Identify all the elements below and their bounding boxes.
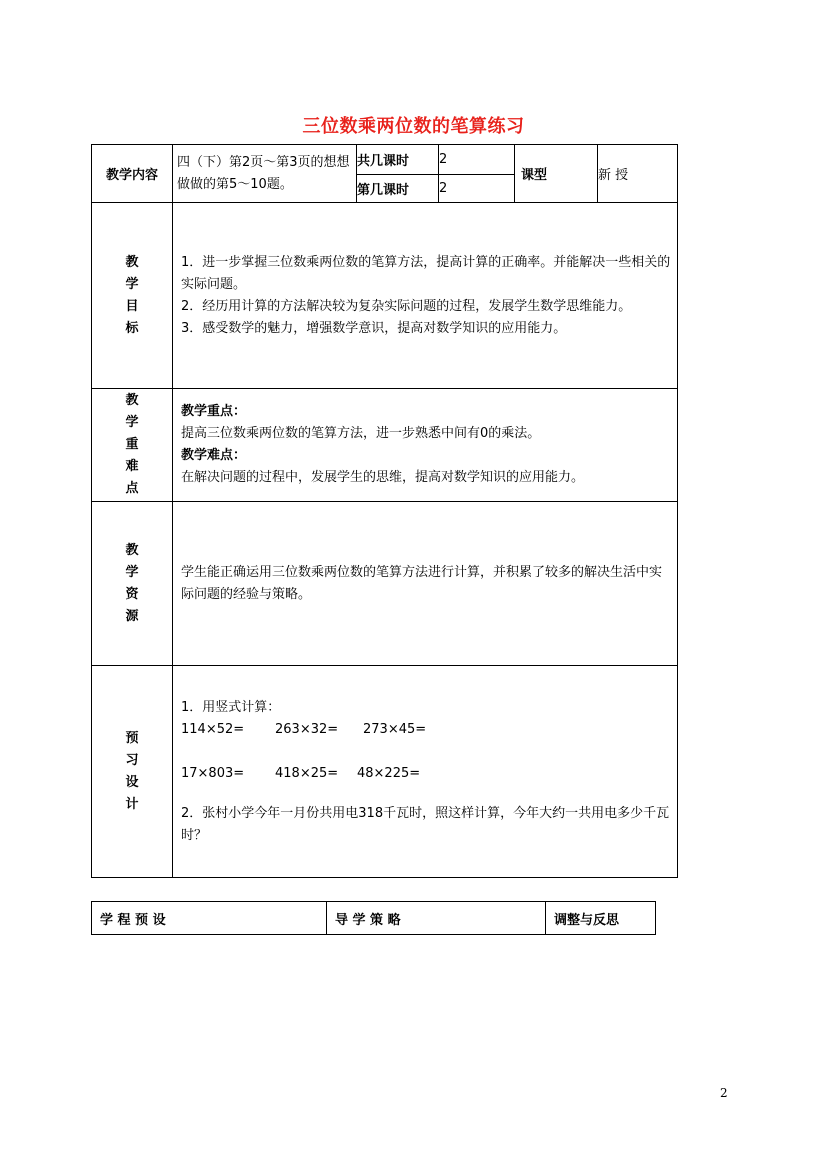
goal-item-2: 2．经历用计算的方法解决较为复杂实际问题的过程，发展学生数学思维能力。	[181, 298, 632, 314]
page-number: 2	[720, 1086, 728, 1100]
process-col-reflection: 调整与反思	[546, 902, 656, 935]
content-text	[173, 145, 357, 203]
process-col-plan: 学 程 预 设	[92, 902, 327, 935]
content-text-value: 四（下）第2页～第3页的想想做做的第5～10题。	[177, 154, 350, 192]
resources-content	[173, 502, 678, 666]
resources-label: 教 学 资 源	[92, 502, 173, 666]
total-lessons-value: 2	[439, 145, 515, 175]
total-lessons-label: 共几课时	[357, 145, 439, 175]
calc-row-1	[181, 719, 671, 741]
difficulty-text: 在解决问题的过程中，发展学生的思维，提高对数学知识的应用能力。	[181, 470, 585, 485]
resources-text: 学生能正确运用三位数乘两位数的笔算方法进行计算，并积累了较多的解决生活中实际问题的经验与策略。	[181, 564, 663, 602]
lesson-plan-table	[91, 144, 678, 878]
calc-item: 263×32=	[275, 721, 339, 737]
type-value: 新 授	[598, 145, 678, 203]
content-label: 教学内容	[92, 145, 173, 203]
preview-label: 预 习 设 计	[92, 666, 173, 878]
calc-item: 418×25=	[275, 765, 339, 781]
current-lesson-value: 2	[439, 175, 515, 203]
page-title: 三位数乘两位数的笔算练习	[302, 116, 525, 137]
calc-item: 114×52=	[181, 721, 245, 737]
process-col-strategy: 导 学 策 略	[327, 902, 546, 935]
focus-text: 提高三位数乘两位数的笔算方法，进一步熟悉中间有0的乘法。	[181, 426, 541, 441]
goals-label: 教 学 目 标	[92, 203, 173, 389]
goal-item-3: 3．感受数学的魅力，增强数学意识，提高对数学知识的应用能力。	[181, 320, 567, 336]
difficulty-title: 教学难点：	[181, 448, 247, 463]
focus-title: 教学重点：	[181, 404, 247, 419]
goals-content	[173, 203, 678, 389]
current-lesson-label: 第几课时	[357, 175, 439, 203]
calc-item: 48×225=	[357, 765, 421, 781]
key-points-label: 教 学 重 难 点	[92, 389, 173, 502]
key-points-content	[173, 389, 678, 502]
calc-item: 17×803=	[181, 765, 245, 781]
calc-row-2	[181, 763, 671, 785]
process-table	[91, 901, 656, 935]
preview-task-2: 2．张村小学今年一月份共用电318千瓦时，照这样计算，今年大约一共用电多少千瓦时？	[181, 805, 670, 843]
type-label: 课型	[515, 145, 598, 203]
preview-task-1: 1．用竖式计算：	[181, 699, 281, 715]
goal-item-1: 1．进一步掌握三位数乘两位数的笔算方法，提高计算的正确率。并能解决一些相关的实际问题。	[181, 254, 671, 292]
calc-item: 273×45=	[363, 721, 427, 737]
preview-content	[173, 666, 678, 878]
